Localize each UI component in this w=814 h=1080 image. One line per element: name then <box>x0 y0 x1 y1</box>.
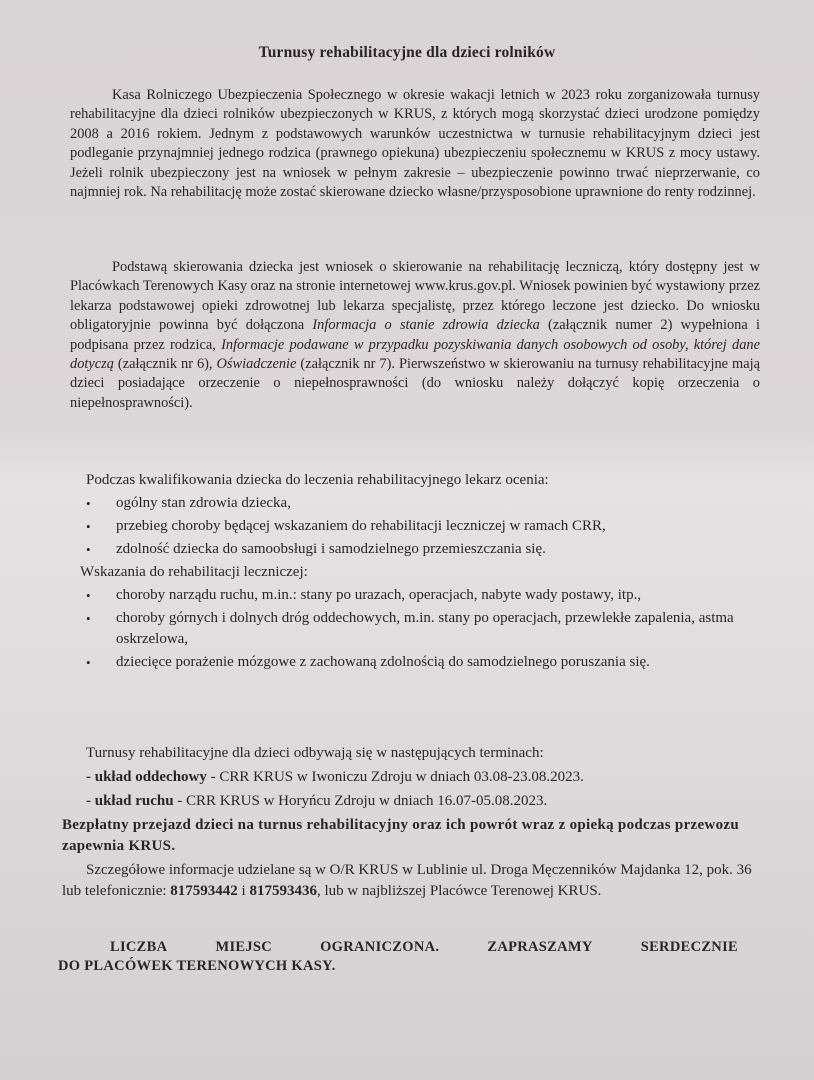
term-motor <box>86 791 758 812</box>
list-item <box>86 493 758 514</box>
closing-word: LICZBA <box>110 939 168 955</box>
closing-word: OGRANICZONA. <box>320 939 440 955</box>
indications-list <box>86 585 758 673</box>
qualification-list <box>86 493 758 560</box>
term-label: - układ oddechowy <box>86 769 207 785</box>
phone-number: 817593442 <box>170 883 238 899</box>
list-item-text: dziecięce porażenie mózgowe z zachowaną zdolnością do samodzielnego poruszania się. <box>116 654 650 670</box>
terms-intro: Turnusy rehabilitacyjne dla dzieci odbywają się w następujących terminach: <box>86 745 544 761</box>
list-item <box>86 539 758 560</box>
qualification-intro: Podczas kwalifikowania dziecka do leczenia rehabilitacyjnego lekarz ocenia: <box>86 472 549 488</box>
italic-attachment-7: Oświadczenie <box>216 356 297 373</box>
bullet-icon: • <box>86 588 91 603</box>
terms-section <box>62 740 758 905</box>
list-item-text: przebieg choroby będącej wskazaniem do rehabilitacji leczniczej w ramach CRR, <box>116 518 606 534</box>
text-segment: (załącznik nr 6), <box>113 356 217 373</box>
list-item-text: zdolność dziecka do samoobsługi i samodzielnego przemieszczania się. <box>116 541 546 557</box>
list-item <box>86 652 758 673</box>
closing-word: SERDECZNIE <box>640 939 738 955</box>
text-segment: (załącznik nr 7). Pierwszeństwo w skierowaniu na turnusy rehabilitacyjne mają dzieci posiadające orzeczenie o niepełnosprawności (do wniosku należy dołączyć kopię orzeczenia o niepełnosprawności). <box>70 356 760 411</box>
bullet-icon: • <box>86 496 91 511</box>
bullet-icon: • <box>86 611 91 626</box>
paragraph-intro-text: Kasa Rolniczego Ubezpieczenia Społecznego w okresie wakacji letnich w 2023 roku zorganizowała turnusy rehabilitacyjne dla dzieci rolników ubezpieczonych w KRUS, z których mogą skorzystać dzieci urodzone pomiędzy 2008 a 2016 rokiem. Jednym z podstawowych warunków uczestnictwa w turnusie rehabilitacyjnym dzieci jest podleganie przynajmniej jednego rodzica (prawnego opiekuna) ubezpieczeniu społecznemu w KRUS z mocy ustawy. Jeżeli rolnik ubezpieczony jest na wniosek w pełnym zakresie – ubezpieczenie powinno trwać nieprzerwanie, co najmniej rok. Na rehabilitację może zostać skierowane dziecko własne/przysposobione uprawnione do renty rodzinnej. <box>70 87 760 201</box>
term-text: - CRR KRUS w Horyńcu Zdroju w dniach 16.07-05.08.2023. <box>173 793 548 809</box>
list-item <box>86 585 758 606</box>
bullet-icon: • <box>86 655 91 670</box>
document-title: Turnusy rehabilitacyjne dla dzieci rolników <box>258 44 556 61</box>
list-item-text: choroby narządu ruchu, m.in.: stany po urazach, operacjach, nabyte wady postawy, itp., <box>116 587 642 603</box>
closing-note <box>58 938 738 976</box>
bullet-icon: • <box>86 542 91 557</box>
qualification-section <box>80 470 758 675</box>
italic-attachment-6: Informacje podawane w przypadku pozyskiwania danych osobowych od osoby, której dane dotyczą <box>70 336 760 373</box>
indications-intro: Wskazania do rehabilitacji leczniczej: <box>80 564 308 580</box>
text-segment: , lub w najbliższej Placówce Terenowej KRUS. <box>316 883 602 899</box>
text-segment: Szczegółowe informacje udzielane są w O/R KRUS w Lublinie ul. Droga Męczenników Majdanka 12, pok. 36 lub telefonicznie: <box>62 862 752 899</box>
term-respiratory <box>86 767 758 788</box>
term-text: - CRR KRUS w Iwoniczu Zdroju w dniach 03.08-23.08.2023. <box>206 769 584 785</box>
transport-note: Bezpłatny przejazd dzieci na turnus rehabilitacyjny oraz ich powrót wraz z opieką podczas przewozu zapewnia KRUS. <box>62 817 739 854</box>
closing-word: MIEJSC <box>215 939 273 955</box>
closing-line-1 <box>58 938 738 957</box>
italic-attachment-2: Informacja o stanie zdrowia dziecka <box>312 317 540 334</box>
paragraph-application <box>70 258 760 413</box>
text-segment: Podstawą skierowania dziecka jest wniosek o skierowanie na rehabilitację leczniczą, który dostępny jest w Placówkach Terenowych Kasy oraz na stronie internetowej www.krus.gov.pl. Wniosek powinien być wystawiony przez lekarza podstawowej opieki zdrowotnej lub lekarza specjalistę, przez którego leczone jest dziecko. Do wniosku obligatoryjnie powinna być dołączona <box>70 259 760 334</box>
list-item <box>86 516 758 537</box>
paragraph-application-text <box>70 258 760 413</box>
bullet-icon: • <box>86 519 91 534</box>
list-item <box>86 608 758 650</box>
list-item-text: ogólny stan zdrowia dziecka, <box>116 495 291 511</box>
term-label: - układ ruchu <box>86 793 174 809</box>
text-segment: i <box>237 883 250 899</box>
closing-line-2: DO PLACÓWEK TERENOWYCH KASY. <box>58 958 336 974</box>
text-segment: (załącznik numer 2) wypełniona i podpisana przez rodzica, <box>70 317 760 353</box>
contact-info <box>62 860 758 902</box>
phone-number: 817593436 <box>249 883 317 899</box>
paragraph-intro <box>70 86 760 202</box>
list-item-text: choroby górnych i dolnych dróg oddechowych, m.in. stany po operacjach, przewlekłe zapalenia, astma oskrzelowa, <box>116 610 734 647</box>
closing-word: ZAPRASZAMY <box>487 939 593 955</box>
